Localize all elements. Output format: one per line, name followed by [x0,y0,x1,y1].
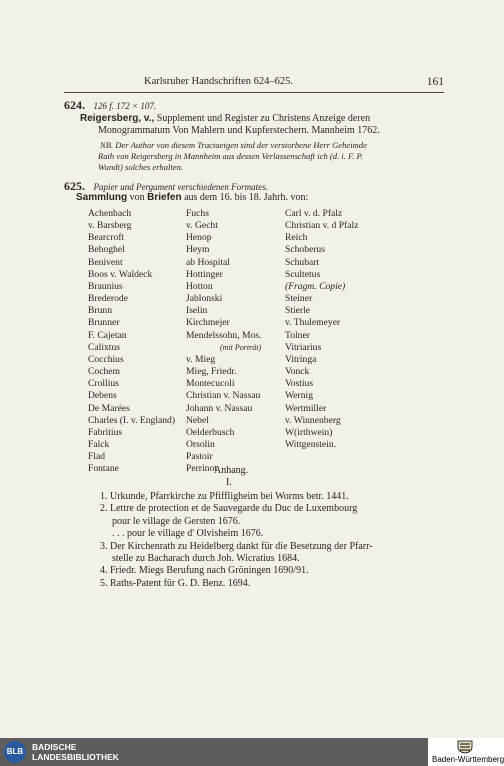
correspondent-name: Achenbach [88,208,132,219]
correspondent-name: Vitringa [285,353,317,365]
running-title: Karlsruher Handschriften 624–625. [144,76,293,87]
appendix-item-continuation: stelle zu Bacharach durch Joh. Wicratius 1684. [112,553,300,565]
appendix-item-continuation: . . . pour le village d' Olvisheim 1676. [112,528,264,540]
appendix-item: 1. Urkunde, Pfarrkirche zu Pfiffligheim bei Worms betr. 1441. [100,491,349,502]
page-number: 161 [426,76,444,88]
correspondent-name: Bearcroft [88,232,125,244]
correspondent-name: Perrinot [186,463,217,475]
correspondent-name: Braunius [88,280,123,292]
entry-625-meta: Papier und Pergament verschiedenen Formates. [93,182,268,192]
correspondent-name: Iselin [186,305,208,317]
entry-624-title-start: Supplement und Register zu Christens Anzeige deren [156,113,371,124]
entry-624-author: Reigersberg, v., [80,113,155,124]
page-header [60,76,444,90]
correspondent-name: Stierle [285,305,311,317]
correspondent-name: Vonck [285,366,310,378]
correspondent-name: W(irthwein) [285,426,333,438]
correspondent-name: v. Mieg [186,353,216,365]
appendix-item: 3. Der Kirchenrath zu Heidelberg dankt für die Besetzung der Pfarr- [100,540,373,552]
correspondent-column-1 [88,208,175,475]
entry-624-line1 [80,113,370,125]
correspondent-name: Fuchs [186,208,209,219]
entry-625-intro-rest: aus dem 16. bis 18. Jahrh. von: [184,192,309,203]
entry-624-note-line2: Rath von Reigersberg in Mannheim aus dessen Verlassenschaft ich (d. i. F. P. [98,151,363,161]
correspondent-name: Schoberus [285,244,325,256]
correspondent-name: Reich [285,232,308,244]
correspondent-name: Brunner [88,317,120,329]
appendix-item-continuation: pour le village de Gersten 1676. [112,515,241,527]
correspondent-name: Brederode [88,293,128,305]
correspondent-name: Henop [186,232,212,244]
correspondent-name: Carl v. d. Pfalz [285,208,343,219]
correspondent-name: Pastoir [186,451,213,463]
correspondent-name: Steiner [285,293,313,305]
footer-bar [0,738,504,766]
state-crest-icon [456,740,474,754]
correspondent-name: Kirchmejer [186,317,230,329]
entry-624-heading [64,98,156,113]
correspondent-name: Fabritius [88,426,123,438]
correspondent-name: v. Gecht [186,220,218,232]
correspondent-name: Schubart [285,256,320,268]
entry-624-number: 624. [64,98,85,112]
header-rule [64,92,444,93]
appendix-title: Anhang. [214,465,249,476]
correspondent-name: Calixtus [88,341,120,353]
entry-624-line2: Monogrammatum Von Mahlern und Kupferstechern. Mannheim 1762. [98,125,380,136]
correspondent-name: Montecucoli [186,378,235,390]
appendix-section-number: I. [226,477,232,488]
correspondent-name: Johann v. Nassau [186,402,253,414]
correspondent-name: Wittgenstein. [285,438,337,450]
library-name-line1: BADISCHE [32,742,77,752]
entry-625-number: 625. [64,179,85,193]
correspondent-name: v. Barsberg [88,220,132,232]
correspondent-name: De Marées [88,402,130,414]
correspondent-name: Cochem [88,366,120,378]
correspondent-name: Mieg, Friedr. [186,366,237,378]
correspondent-name: v. Winnenberg [285,414,341,426]
correspondent-name: Brunn [88,305,112,317]
correspondent-name: Cocchius [88,353,124,365]
entry-624-meta: 126 f. 172 × 107. [93,101,157,111]
fragment-note: (Fragm. Copie) [285,280,346,292]
entry-625-intro [76,192,308,204]
correspondent-column-3 [285,208,358,451]
correspondent-name: Mendelssohn, Mos. [186,329,262,341]
appendix-item: 4. Friedr. Miegs Berufung nach Gröningen 1690/91. [100,565,309,577]
correspondent-name: Charles (I. v. England) [88,414,176,426]
correspondent-name: Nebel [186,414,209,426]
correspondent-name: Behoghel [88,244,125,256]
correspondent-name: Hottinger [186,268,223,280]
correspondent-name: Vostius [285,378,314,390]
appendix-list [100,491,373,590]
correspondent-name: Christian v. d Pfalz [285,220,359,232]
library-name [32,742,119,762]
correspondent-name: Debens [88,390,117,402]
entry-625-intro-briefen: Briefen [147,192,182,203]
entry-625-intro-von: von [129,192,145,203]
correspondent-name: Wernig [285,390,313,402]
blb-logo[interactable]: BLB [4,741,26,763]
correspondent-name: Boos v. Waldeck [88,268,153,280]
correspondent-name: Heym [186,244,210,256]
correspondent-name: Tolner [285,329,310,341]
correspondent-name: Benivent [88,256,123,268]
correspondent-name: ab Hospital [186,256,230,268]
correspondent-name: Flad [88,451,106,463]
library-name-line2: LANDESBIBLIOTHEK [32,752,119,762]
entry-625-intro-sammlung: Sammlung [76,192,128,203]
appendix-item: 5. Raths-Patent für G. D. Benz. 1694. [100,577,251,589]
entry-624-note-line3: Wundt) solches erhalten. [98,162,184,172]
correspondent-name: Vitriarius [285,341,322,353]
correspondent-name: Oelderbusch [186,426,235,438]
correspondent-name: Jablonski [186,293,223,305]
correspondent-name: Scultetus [285,268,321,280]
state-name: Baden-Württemberg [432,755,504,764]
entry-624-note-line1: NB. Der Author von diesem Tractaetgen sind der verstorbene Herr Geheimde [100,140,367,150]
portrait-note: (mit Porträt) [220,342,262,352]
correspondent-name: v. Thulemeyer [285,317,341,329]
correspondent-name: Wertmiller [285,402,327,414]
correspondent-name: Orsolin [186,438,215,450]
correspondent-name: Fontane [88,463,119,475]
appendix-item: 2. Lettre de protection et de Sauvegarde du Duc de Luxembourg [100,503,358,515]
correspondent-name: Crollius [88,378,119,390]
correspondent-column-2 [186,208,261,475]
correspondent-name: Hotton [186,280,213,292]
state-logo[interactable] [428,738,504,766]
correspondent-name: F. Cajetan [88,329,127,341]
correspondent-name: Falck [88,438,110,450]
correspondent-name: Christian v. Nassau [186,390,261,402]
